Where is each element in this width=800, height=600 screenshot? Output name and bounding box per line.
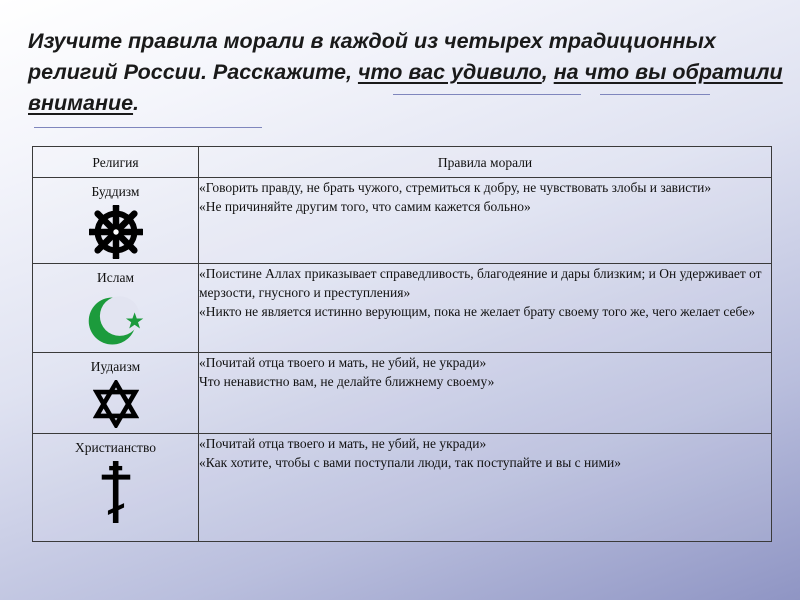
table-header-row	[33, 147, 772, 178]
table-row	[33, 353, 772, 434]
rule-text: «Почитай отца твоего и мать, не убий, не укради»	[199, 436, 487, 451]
heading-end: .	[133, 91, 140, 115]
religion-name: Христианство	[75, 440, 156, 455]
rule-text: Что ненавистно вам, не делайте ближнему своему»	[199, 374, 495, 389]
crescent-star-icon	[85, 291, 147, 351]
rule-text: «Не причиняйте другим того, что самим кажется больно»	[199, 199, 531, 214]
religion-cell	[33, 264, 199, 353]
religion-name: Ислам	[96, 270, 134, 285]
star-of-david-icon	[93, 380, 139, 428]
dharma-wheel-icon	[89, 205, 143, 259]
heading-underlined-phrase-2: на что вы обратили внимание	[28, 60, 783, 115]
morals-table	[32, 146, 772, 542]
decorative-line	[393, 94, 581, 95]
decorative-line	[34, 127, 262, 128]
religion-cell	[33, 434, 199, 542]
religion-name: Буддизм	[91, 184, 140, 199]
rule-text: «Как хотите, чтобы с вами поступали люди, так поступайте и вы с ними»	[199, 455, 622, 470]
column-header-religion: Религия	[33, 147, 199, 178]
rules-cell	[199, 264, 772, 353]
rule-text: «Почитай отца твоего и мать, не убий, не укради»	[199, 355, 487, 370]
orthodox-cross-icon	[99, 461, 133, 523]
rules-cell	[199, 434, 772, 542]
column-header-rules: Правила морали	[199, 147, 772, 178]
heading-text: Изучите правила морали в каждой из четырех традиционных религий России. Расскажите,	[28, 29, 716, 84]
religion-cell	[33, 353, 199, 434]
decorative-line	[600, 94, 710, 95]
heading-underlined-phrase-1: что вас удивило	[357, 60, 542, 84]
table-row	[33, 178, 772, 264]
rules-cell	[199, 178, 772, 264]
table-row	[33, 264, 772, 353]
religion-cell	[33, 178, 199, 264]
rule-text: «Говорить правду, не брать чужого, стремиться к добру, не чувствовать злобы и зависти»	[199, 180, 712, 195]
religion-name: Иудаизм	[90, 359, 141, 374]
heading-separator: ,	[541, 60, 554, 84]
table-row	[33, 434, 772, 542]
rules-cell	[199, 353, 772, 434]
task-heading	[28, 26, 788, 119]
rule-text: «Никто не является истинно верующим, пока не желает брату своему того же, чего желает себе»	[199, 304, 755, 319]
rule-text: «Поистине Аллах приказывает справедливость, благодеяние и дары близким; и Он удерживает от мерзости, гнусного и преступления»	[199, 266, 762, 300]
